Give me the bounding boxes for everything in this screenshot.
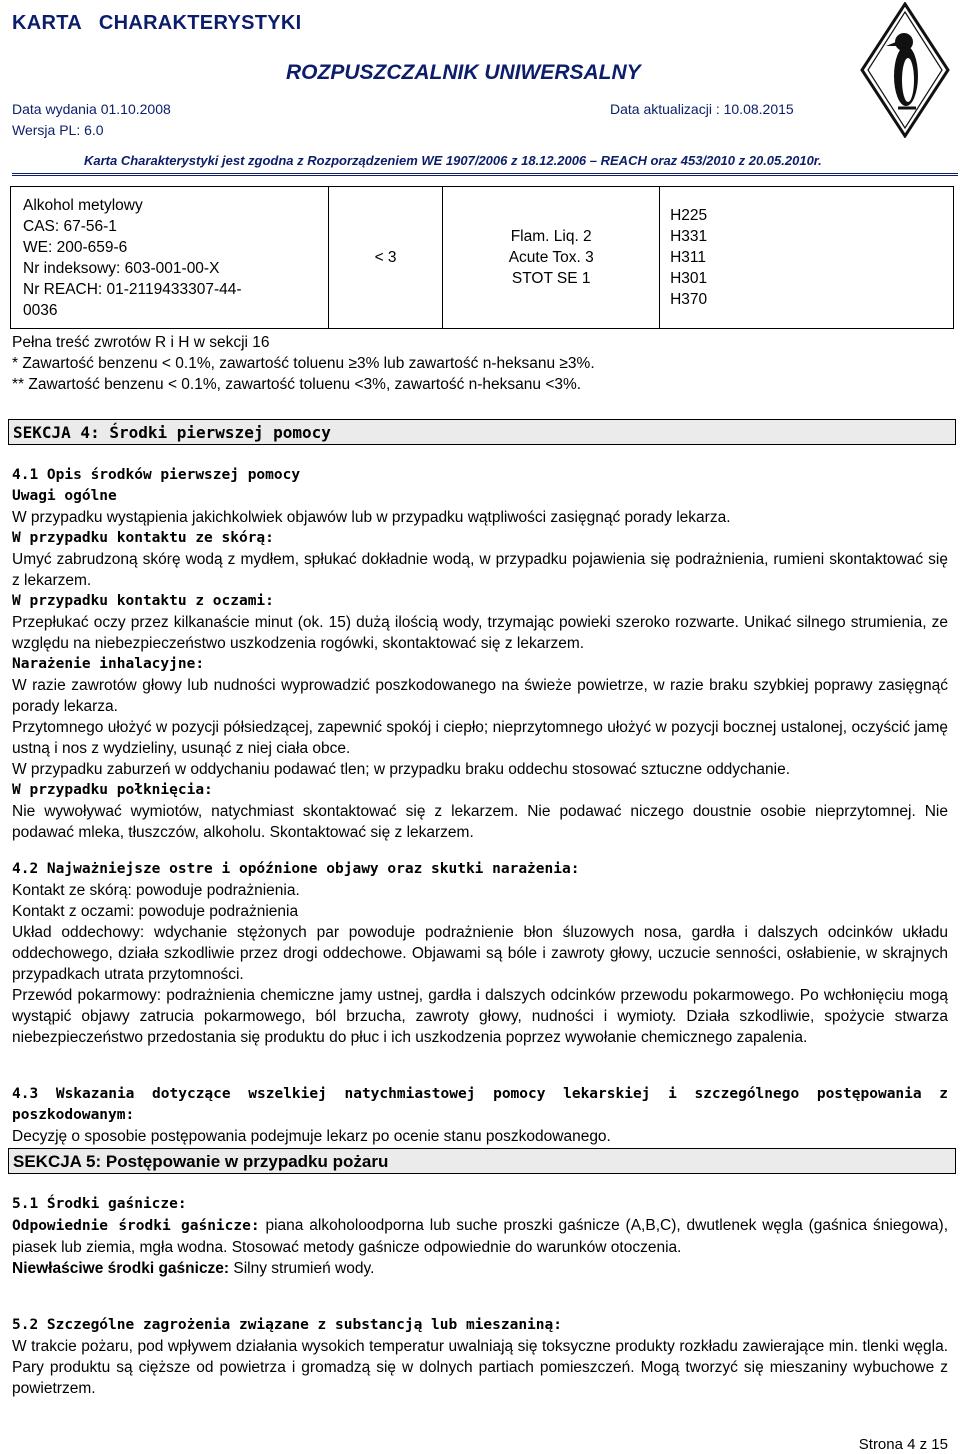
classification-item: STOT SE 1	[511, 270, 591, 287]
general-notes-text: W przypadku wystąpienia jakichkolwiek objawów lub w przypadku wątpliwości zasięgnąć porady lekarza.	[12, 509, 731, 526]
suitable-media-text: piana alkoholoodporna lub suche proszki gaśnicze (A,B,C), dwutlenek węgla (gaśnica śniegowa), piasek lub ziemia, mgła wodna. Stosować metody gaśnicze odpowiednie do warunków otoczenia.	[12, 1217, 949, 1256]
hazard-statement: H370	[670, 291, 708, 308]
unsuitable-media-label: Niewłaściwe środki gaśnicze:	[12, 1260, 230, 1277]
inhalation-text-3: W przypadku zaburzeń w oddychaniu podawać tlen; w przypadku braku oddechu stosować sztuczne oddychanie.	[12, 761, 791, 778]
eye-contact-title: W przypadku kontaktu z oczami:	[12, 593, 274, 609]
symptoms-eyes: Kontakt z oczami: powoduje podrażnienia	[12, 903, 299, 920]
section-4-heading	[8, 419, 956, 445]
inhalation-text-1: W razie zawrotów głowy lub nudności wyprowadzić poszkodowanego na świeże powietrze, w razie braku szybkiej poprawy zasięgnąć porady lekarza.	[12, 677, 948, 715]
note-full-text: Pełna treść zwrotów R i H w sekcji 16	[12, 334, 270, 351]
subsection-4-3	[12, 1084, 948, 1147]
unsuitable-extinguishing-media	[12, 1258, 948, 1279]
ec-number: WE: 200-659-6	[23, 238, 128, 256]
subsection-5-2-text: W trakcie pożaru, pod wpływem działania wysokich temperatur uwalniają się toksyczne produkty rozkładu zawierające min. tlenki węgla. Pary produktu są cięższe od powietrza i gromadzą się w dolnych partiach pomieszczeń. Mogą tworzyć się mieszaniny wybuchowe z powietrzem.	[12, 1338, 948, 1397]
version: Wersja PL: 6.0	[12, 122, 104, 138]
symptoms-digestive: Przewód pokarmowy: podrażnienia chemiczne jamy ustnej, gardła i dalszych odcinków przewodu pokarmowego. Po wchłonięciu mogą wystąpić objawy zatrucia pokarmowego, ból brzucha, zawroty głowy, nudności i wymioty. Działa szkodliwie, spożycie stwarza niebezpieczeństwo przedostania się produktu do płuc i ich uszkodzenia poprzez wywołanie chemicznego zapalenia.	[12, 987, 948, 1046]
page-number: Strona 4 z 15	[858, 1436, 948, 1453]
hazard-statements-cell	[660, 187, 954, 329]
eye-contact-text: Przepłukać oczy przez kilkanaście minut (ok. 15) dużą ilością wody, trzymając powieki szeroko rozwarte. Unikać silnego strumienia, ze względu na niebezpieczeństwo uszkodzenia rogówki, skontaktować się z lekarzem.	[12, 614, 948, 652]
hazard-statement: H311	[670, 249, 706, 266]
unsuitable-media-text: Silny strumień wody.	[229, 1260, 375, 1277]
reach-number: Nr REACH: 01-2119433307-44-	[23, 280, 242, 298]
substance-name: Alkohol metylowy	[23, 196, 143, 214]
reach-number-cont: 0036	[23, 301, 58, 319]
section-5-title: SEKCJA 5: Postępowanie w przypadku pożaru	[13, 1152, 389, 1171]
ingestion-text: Nie wywoływać wymiotów, natychmiast skontaktować się z lekarzem. Nie podawać niczego doustnie osobie nieprzytomnej. Nie podawać mleka, tłuszczów, alkoholu. Skontaktować się z lekarzem.	[12, 803, 948, 841]
cas-number: CAS: 67-56-1	[23, 217, 117, 235]
skin-contact-text: Umyć zabrudzoną skórę wodą z mydłem, spłukać dokładnie wodą, w przypadku pojawienia się podrażnienia, rumieni skontaktować się z lekarzem.	[12, 551, 948, 589]
ingestion-title: W przypadku połknięcia:	[12, 782, 213, 798]
subsection-5-2-title: 5.2 Szczególne zagrożenia związane z substancją lub mieszaniną:	[12, 1317, 562, 1333]
classification-item: Flam. Liq. 2	[510, 228, 592, 245]
concentration-cell: < 3	[328, 187, 442, 329]
subsection-4-2-title: 4.2 Najważniejsze ostre i opóźnione objawy oraz skutki narażenia:	[12, 861, 580, 877]
note-single-star: * Zawartość benzenu < 0.1%, zawartość toluenu ≥3% lub zawartość n-heksanu ≥3%.	[12, 355, 595, 372]
issue-date: Data wydania 01.10.2008	[12, 101, 171, 117]
substance-identity-cell	[11, 187, 329, 329]
regulation-note: Karta Charakterystyki jest zgodna z Rozporządzeniem WE 1907/2006 z 18.12.2006 – REACH oraz 453/2010 z 20.05.2010r.	[84, 153, 822, 168]
hazard-statement: H301	[670, 270, 708, 287]
subsection-4-1-title: 4.1 Opis środków pierwszej pomocy	[12, 467, 301, 483]
classification-item: Acute Tox. 3	[508, 249, 594, 266]
general-notes-title: Uwagi ogólne	[12, 488, 117, 504]
penguin-diamond-logo	[860, 2, 950, 138]
document-title: KARTA CHARAKTERYSTYKI	[12, 12, 302, 34]
subsection-4-2	[12, 859, 948, 1048]
symptoms-respiratory: Układ oddechowy: wdychanie stężonych par powoduje podrażnienie błon śluzowych nosa, gardła i dalszych odcinków układu oddechowego, działa szkodliwie przez drogi oddechowe. Objawami są bóle i zawroty głowy, uczucie senności, osłabienie, w skrajnych przypadkach utrata przytomności.	[12, 924, 948, 983]
classification-cell	[443, 187, 660, 329]
inhalation-text-2: Przytomnego ułożyć w pozycji półsiedzącej, zapewnić spokój i ciepło; nieprzytomnego ułożyć w pozycji bocznej ustalonej, oczyścić jamę ustną i nos z wydzieliny, usunąć z niej ciała obce.	[12, 719, 948, 757]
note-double-star: ** Zawartość benzenu < 0.1%, zawartość toluenu <3%, zawartość n-heksanu <3%.	[12, 376, 582, 393]
hazard-statement: H225	[670, 207, 708, 224]
hazard-statement: H331	[670, 228, 708, 245]
skin-contact-title: W przypadku kontaktu ze skórą:	[12, 530, 274, 546]
suitable-media-label: Odpowiednie środki gaśnicze:	[12, 1218, 260, 1234]
subsection-4-3-text: Decyzję o sposobie postępowania podejmuje lekarz po ocenie stanu poszkodowanego.	[12, 1128, 611, 1145]
product-name: ROZPUSZCZALNIK UNIWERSALNY	[286, 61, 641, 84]
subsection-5-1-title: 5.1 Środki gaśnicze:	[12, 1196, 187, 1212]
subsection-5-2	[12, 1315, 948, 1399]
suitable-extinguishing-media	[12, 1215, 948, 1258]
header-divider	[12, 173, 958, 176]
section-5-body	[12, 1194, 948, 1279]
composition-table	[10, 186, 954, 329]
symptoms-skin: Kontakt ze skórą: powoduje podrażnienia.	[12, 882, 300, 899]
section-4-body	[12, 465, 948, 843]
section-5-heading	[8, 1148, 956, 1174]
table-row	[11, 187, 954, 329]
update-date: Data aktualizacji : 10.08.2015	[610, 101, 794, 117]
inhalation-title: Narażenie inhalacyjne:	[12, 656, 205, 672]
section-4-title: SEKCJA 4: Środki pierwszej pomocy	[13, 423, 331, 442]
subsection-4-3-title: 4.3 Wskazania dotyczące wszelkiej natychmiastowej pomocy lekarskiej i szczególnego postępowania z poszkodowanym:	[12, 1086, 948, 1123]
index-number: Nr indeksowy: 603-001-00-X	[23, 259, 220, 277]
